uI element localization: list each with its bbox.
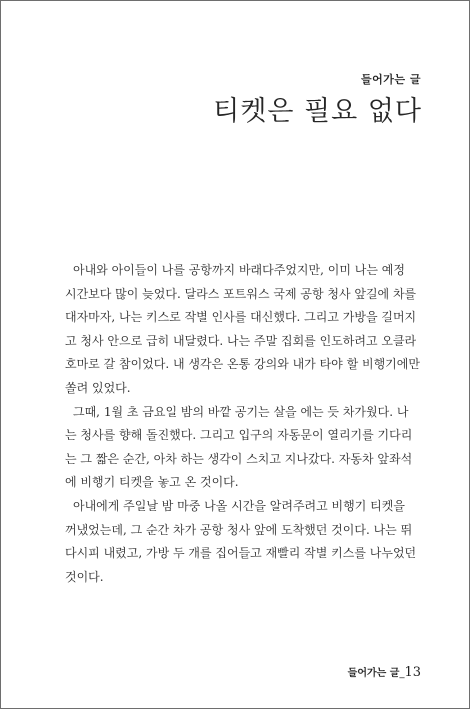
text-line: 호마로 갈 참이었다. 내 생각은 온통 강의와 내가 타야 할 비행기에만 <box>65 357 420 372</box>
paragraph-3 <box>65 495 417 589</box>
text-line: 고 청사 안으로 급히 내달렸다. 나는 주말 집회를 인도하려고 오클라 <box>65 333 417 348</box>
text-line: 다시피 내렸고, 가방 두 개를 집어들고 재빨리 작별 키스를 나누었던 <box>65 546 417 561</box>
text-line: 꺼냈었는데, 그 순간 차가 공항 청사 앞에 도착했던 것이다. 나는 뛰 <box>65 522 413 537</box>
footer-separator: _ <box>399 668 405 679</box>
page-number: 13 <box>404 665 421 680</box>
text-line: 대자마자, 나는 키스로 작별 인사를 대신했다. 그리고 가방을 길머지 <box>65 310 417 325</box>
text-line: 에 비행기 티켓을 놓고 온 것이다. <box>65 475 239 490</box>
text-line: 는 청사를 향해 돌진했다. 그리고 입구의 자동문이 열리기를 기다리 <box>65 428 413 443</box>
page-footer <box>348 664 421 680</box>
text-line: 아내에게 주일날 밤 마중 나올 시간을 알려주려고 비행기 티켓을 <box>73 498 405 513</box>
paragraph-2 <box>65 401 413 495</box>
section-label: 들어가는 글 <box>361 73 421 86</box>
body-text <box>65 259 420 589</box>
paragraph-1 <box>65 259 420 401</box>
text-line: 쏠려 있었다. <box>65 380 131 395</box>
text-line: 아내와 아이들이 나를 공항까지 바래다주었지만, 이미 나는 예정 <box>73 263 405 277</box>
text-line: 는 그 짧은 순간, 아차 하는 생각이 스치고 지나갔다. 자동차 앞좌석 <box>65 451 413 466</box>
text-line: 그때, 1월 초 금요일 밤의 바깥 공기는 살을 에는 듯 차가웠다. 나 <box>73 404 409 419</box>
text-line: 것이다. <box>65 569 104 584</box>
text-line: 시간보다 많이 늦었다. 달라스 포트워스 국제 공항 청사 앞길에 차를 <box>65 286 417 301</box>
footer-section-label: 들어가는 글 <box>347 668 400 679</box>
chapter-title: 티켓은 필요 없다 <box>213 96 422 127</box>
